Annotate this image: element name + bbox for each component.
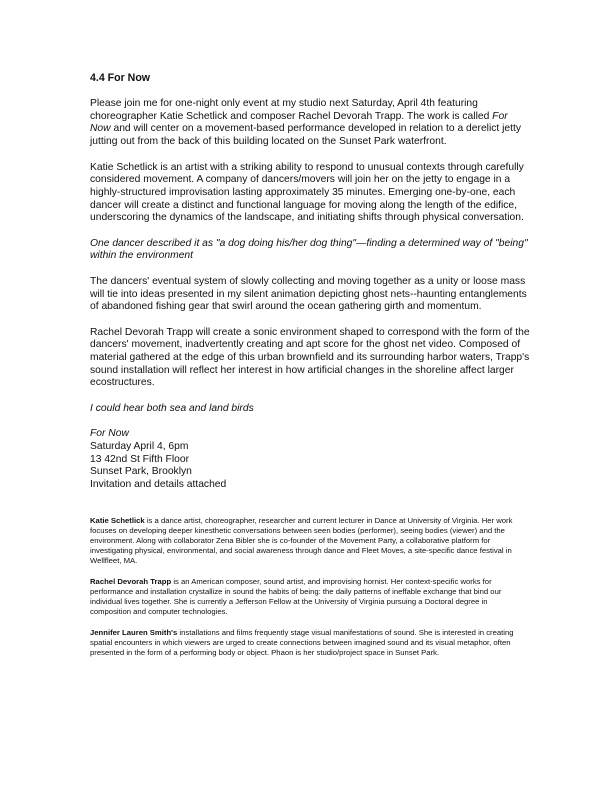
- bio-katie-schetlick: [90, 516, 530, 566]
- intro-paragraph: [90, 98, 530, 149]
- bio-jennifer-lauren-smith: [90, 628, 530, 658]
- bio-text: installations and films frequently stage visual manifestations of sound. She is interested in creating spatial encounters in which viewers are urged to create connections between imagined sound and its visual metaphor, often presented in the form of a performing body or object. Phaon is her studio/project space in Sunset Park.: [90, 627, 514, 657]
- bio-name: Jennifer Lauren Smith's: [90, 627, 178, 637]
- ghost-nets-paragraph: The dancers' eventual system of slowly collecting and moving together as a unity or loose mass will tie into ideas presented in my silent animation depicting ghost nets--haunting entanglements of abandoned fishing gear that swirl around the ocean gathering girth and momentum.: [90, 275, 527, 313]
- bio-text: is an American composer, sound artist, and improvising hornist. Her context-specific works for performance and installation crystallize in sound the habits of being: the daily patterns of ineffable exchange that bind our individual lives together. She is currently a Jefferson Fellow at the University of Virginia pursuing a Doctoral degree in composition and computer technologies.: [90, 576, 502, 616]
- event-date: Saturday April 4, 6pm: [90, 440, 189, 452]
- document-body: [90, 72, 530, 669]
- bio-rachel-devorah-trapp: [90, 577, 530, 617]
- intro-text-end: and will center on a movement-based performance developed in relation to a derelict jetty jutting out from the back of this building located on the Sunset Park waterfront.: [90, 123, 521, 148]
- event-note: Invitation and details attached: [90, 479, 227, 490]
- work-title-inline: For Now: [90, 110, 508, 135]
- trapp-paragraph: Rachel Devorah Trapp will create a sonic environment shaped to correspond with the form of the dancers' movement, inadvertently creating and apt score for the ghost net video. Composed of material gathered at the edge of this urban brownfield and its surrounding harbor waters, Trapp's sound installation will reflect her interest in how artificial changes in the shoreline affect larger ecostructures.: [90, 326, 530, 389]
- bio-text: is a dance artist, choreographer, researcher and current lecturer in Dance at University of Virginia. Her work focuses on developing deeper kinesthetic conversations between seen bodies (performer), seeing bodies (viewer) and the environment. Along with collaborator Zena Bibler she is co-founder of the Movement Party, a collaborative platform for investigating physical, environmental, and social awareness through dance and Fleet Moves, a site-specific dance festival in Wellfleet, MA.: [90, 515, 513, 565]
- birds-quote: I could hear both sea and land birds: [90, 402, 254, 414]
- schetlick-paragraph: Katie Schetlick is an artist with a striking ability to respond to unusual contexts through carefully considered movement. A company of dancers/movers will join her on the jetty to engage in a highly-structured improvisation lasting approximately 35 minutes. Emerging one-by-one, each dancer will create a distinct and functional language for moving along the length of the edifice, underscoring the dynamics of the landscape, and initiating shifts through physical conversation.: [90, 161, 524, 224]
- event-address: 13 42nd St Fifth Floor: [90, 453, 190, 465]
- dancer-quote: One dancer described it as "a dog doing his/her dog thing"—finding a determined way of "being" within the environment: [90, 237, 528, 262]
- bio-name: Katie Schetlick: [90, 515, 145, 525]
- event-location: Sunset Park, Brooklyn: [90, 466, 192, 478]
- page-heading: 4.4 For Now: [90, 72, 151, 84]
- event-details: [90, 428, 530, 492]
- bio-name: Rachel Devorah Trapp: [90, 576, 172, 586]
- intro-text-start: Please join me for one-night only event at my studio next Saturday, April 4th featuring choreographer Katie Schetlick and composer Rachel Devorah Trapp. The work is called: [90, 98, 493, 122]
- event-title: For Now: [90, 428, 129, 440]
